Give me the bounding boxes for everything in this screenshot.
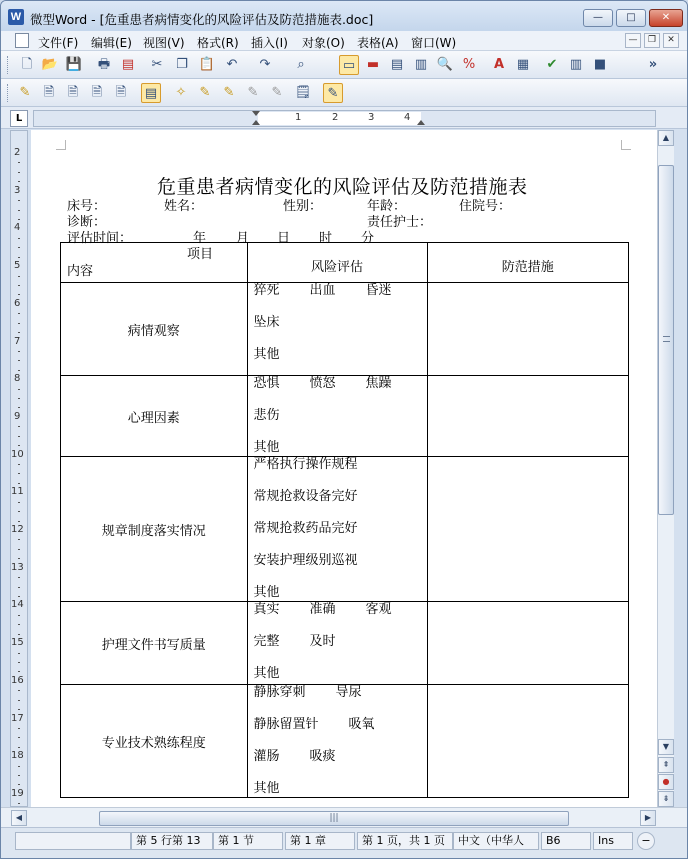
document-icon[interactable] bbox=[15, 33, 29, 48]
ruler-number: 4 bbox=[404, 112, 411, 123]
menu-bar bbox=[1, 31, 688, 51]
menu-window[interactable]: 窗口(W) bbox=[411, 36, 457, 50]
vertical-ruler-tick bbox=[18, 511, 20, 512]
risk-assessment-cell[interactable] bbox=[247, 685, 427, 798]
risk-option: 静脉穿刺 bbox=[253, 685, 306, 700]
window-title: 微型Word - [危重患者病情变化的风险评估及防范措施表.doc] bbox=[30, 12, 374, 27]
nurse-label: 责任护士： bbox=[367, 215, 433, 230]
minute-label: 分 bbox=[361, 231, 375, 246]
risk-option: 其他 bbox=[253, 781, 280, 796]
category-cell[interactable] bbox=[61, 685, 248, 798]
scroll-up-button[interactable]: ▲ bbox=[658, 130, 674, 146]
vertical-ruler-number: 6 bbox=[14, 297, 21, 309]
vertical-ruler-tick bbox=[18, 634, 20, 635]
risk-option: 其他 bbox=[253, 585, 280, 600]
doc-minimize-button[interactable]: — bbox=[625, 33, 641, 48]
toolbar-overflow-icon[interactable]: » bbox=[648, 57, 658, 72]
risk-line bbox=[248, 376, 427, 408]
admission-label: 住院号： bbox=[459, 199, 512, 214]
toolbar-grip[interactable] bbox=[7, 56, 10, 74]
document-page[interactable] bbox=[31, 130, 657, 807]
risk-option: 常规抢救药品完好 bbox=[253, 521, 358, 536]
month-label: 月 bbox=[236, 231, 250, 246]
risk-option: 客观 bbox=[365, 602, 392, 617]
measures-cell[interactable] bbox=[427, 376, 629, 457]
vertical-ruler-tick bbox=[18, 587, 20, 588]
copy-icon[interactable]: ❐ bbox=[176, 57, 188, 72]
cut-icon[interactable]: ✂ bbox=[151, 57, 163, 72]
vertical-ruler-tick bbox=[18, 596, 20, 597]
status-page: 第 1 页，共 1 页 bbox=[357, 832, 453, 850]
vertical-ruler-tick bbox=[18, 662, 20, 663]
left-indent-marker[interactable] bbox=[252, 120, 260, 125]
menu-format[interactable]: 格式(R) bbox=[197, 36, 239, 50]
risk-option: 其他 bbox=[253, 440, 280, 455]
vertical-ruler-tick bbox=[18, 803, 20, 804]
zoom-out-button[interactable]: − bbox=[637, 832, 655, 850]
vertical-ruler-tick bbox=[18, 690, 20, 691]
vertical-ruler-tick bbox=[18, 784, 20, 785]
vertical-ruler-tick bbox=[18, 181, 20, 182]
vertical-ruler-tick bbox=[18, 775, 20, 776]
category-label: 心理因素 bbox=[127, 410, 180, 426]
risk-option: 导尿 bbox=[335, 685, 362, 700]
category-label: 规章制度落实情况 bbox=[101, 523, 206, 539]
vertical-ruler-tick bbox=[18, 464, 20, 465]
vertical-ruler-tick bbox=[18, 700, 20, 701]
spellcheck-icon[interactable]: ✔ bbox=[546, 57, 558, 72]
print-icon[interactable]: 🖶 bbox=[97, 57, 111, 72]
table-row bbox=[61, 457, 629, 602]
horizontal-scroll-thumb[interactable]: ||| bbox=[99, 811, 569, 826]
risk-option: 常规抢救设备完好 bbox=[253, 489, 358, 504]
vertical-ruler-tick bbox=[18, 276, 20, 277]
find-icon[interactable]: ⌕ bbox=[297, 57, 305, 72]
risk-option: 猝死 bbox=[253, 283, 280, 298]
category-cell[interactable] bbox=[61, 283, 248, 376]
more-icon[interactable]: ■ bbox=[593, 57, 607, 72]
vertical-ruler-tick bbox=[18, 653, 20, 654]
minimize-button[interactable]: — bbox=[583, 9, 613, 27]
vertical-ruler-tick bbox=[18, 728, 20, 729]
menu-object[interactable]: 对象(O) bbox=[302, 36, 345, 50]
menu-insert[interactable]: 插入(I) bbox=[251, 36, 288, 50]
vertical-ruler-tick bbox=[18, 445, 20, 446]
risk-line bbox=[248, 283, 427, 315]
measures-cell[interactable] bbox=[427, 602, 629, 685]
vertical-ruler-tick bbox=[18, 247, 20, 248]
category-cell[interactable] bbox=[61, 457, 248, 602]
save-icon[interactable]: 💾 bbox=[65, 57, 83, 72]
vertical-ruler-tick bbox=[18, 332, 20, 333]
vertical-ruler-number: 4 bbox=[14, 222, 21, 234]
columns-icon[interactable]: ▥ bbox=[569, 57, 583, 72]
ruler-number: 3 bbox=[368, 112, 375, 123]
next-page-button[interactable]: ⇟ bbox=[658, 791, 674, 807]
vertical-ruler-tick bbox=[18, 624, 20, 625]
vertical-ruler-number: 11 bbox=[11, 486, 24, 498]
risk-option: 出血 bbox=[309, 283, 336, 298]
vertical-ruler-tick bbox=[18, 370, 20, 371]
risk-line bbox=[248, 347, 427, 363]
styles-icon[interactable]: ▦ bbox=[516, 57, 530, 72]
vertical-ruler-tick bbox=[18, 577, 20, 578]
accept-icon[interactable]: 🗎 bbox=[43, 85, 55, 100]
vertical-ruler-tick bbox=[18, 238, 20, 239]
header-item-label: 项目 bbox=[187, 247, 214, 262]
category-cell[interactable] bbox=[61, 376, 248, 457]
vertical-ruler-tick bbox=[18, 360, 20, 361]
measures-cell[interactable] bbox=[427, 685, 629, 798]
ruler-bar bbox=[1, 107, 688, 129]
risk-line bbox=[248, 315, 427, 347]
menu-view[interactable]: 视图(V) bbox=[143, 36, 185, 50]
vertical-ruler-tick bbox=[18, 323, 20, 324]
risk-table bbox=[60, 242, 629, 798]
risk-line bbox=[248, 685, 427, 717]
vertical-ruler-tick bbox=[18, 473, 20, 474]
risk-option: 其他 bbox=[253, 666, 280, 681]
redo-icon[interactable]: ↷ bbox=[259, 57, 271, 72]
vertical-ruler-tick bbox=[18, 766, 20, 767]
category-label: 病情观察 bbox=[127, 323, 180, 339]
vertical-ruler-number: 18 bbox=[11, 750, 24, 762]
day-label: 日 bbox=[277, 231, 291, 246]
vertical-ruler-number: 5 bbox=[14, 260, 21, 272]
standard-toolbar bbox=[1, 51, 688, 79]
risk-option: 坠床 bbox=[253, 315, 280, 330]
status-bar bbox=[1, 827, 688, 859]
status-blank bbox=[15, 832, 131, 850]
risk-option: 愤怒 bbox=[309, 376, 336, 391]
risk-option: 吸氧 bbox=[348, 717, 375, 732]
header-risk-cell[interactable] bbox=[247, 243, 427, 283]
risk-line bbox=[248, 602, 427, 634]
year-label: 年 bbox=[193, 231, 207, 246]
word-app-icon[interactable]: W bbox=[8, 9, 24, 25]
risk-option: 焦躁 bbox=[365, 376, 392, 391]
prev-change-icon[interactable]: 🗎 bbox=[91, 85, 103, 100]
marker-3-icon[interactable]: ✎ bbox=[247, 85, 259, 100]
vertical-ruler-tick bbox=[18, 615, 20, 616]
menu-file[interactable]: 文件(F) bbox=[38, 36, 79, 50]
vertical-ruler-tick bbox=[18, 539, 20, 540]
review-pane-icon[interactable]: ▤ bbox=[141, 83, 161, 103]
vertical-ruler-tick bbox=[18, 210, 20, 211]
open-icon[interactable]: 📂 bbox=[41, 57, 59, 72]
vertical-ruler-tick bbox=[18, 671, 20, 672]
age-label: 年龄： bbox=[367, 199, 407, 214]
vertical-ruler-tick bbox=[18, 200, 20, 201]
doc-restore-button[interactable]: ❐ bbox=[644, 33, 660, 48]
hour-label: 时 bbox=[319, 231, 333, 246]
vertical-ruler-tick bbox=[18, 483, 20, 484]
status-language[interactable]: 中文（中华人 bbox=[453, 832, 539, 850]
previous-page-button[interactable]: ⇞ bbox=[658, 757, 674, 773]
marker-1-icon[interactable]: ✎ bbox=[199, 85, 211, 100]
bed-label: 床号： bbox=[67, 199, 107, 214]
risk-line bbox=[248, 457, 427, 489]
gender-label: 性别： bbox=[283, 199, 323, 214]
vertical-ruler-number: 8 bbox=[14, 373, 21, 385]
scroll-down-button[interactable]: ▼ bbox=[658, 739, 674, 755]
risk-option: 完整 bbox=[253, 634, 280, 649]
table-row bbox=[61, 685, 629, 798]
scroll-thumb-grip bbox=[663, 336, 670, 342]
page-view-icon[interactable]: ▭ bbox=[339, 55, 359, 75]
marker-4-icon[interactable]: ✎ bbox=[271, 85, 283, 100]
web-view-icon[interactable]: ▬ bbox=[366, 57, 380, 72]
toolbar-grip[interactable] bbox=[7, 84, 10, 102]
vertical-ruler-tick bbox=[18, 436, 20, 437]
close-button[interactable]: ✕ bbox=[649, 9, 683, 27]
risk-assessment-cell[interactable] bbox=[247, 457, 427, 602]
risk-line bbox=[248, 749, 427, 781]
category-label: 专业技术熟练程度 bbox=[101, 735, 206, 751]
vertical-ruler-number: 7 bbox=[14, 335, 21, 347]
risk-assessment-cell[interactable] bbox=[247, 376, 427, 457]
vertical-ruler-tick bbox=[18, 294, 20, 295]
vertical-scrollbar[interactable] bbox=[657, 130, 674, 807]
vertical-ruler-tick bbox=[18, 257, 20, 258]
menu-edit[interactable]: 编辑(E) bbox=[91, 36, 132, 50]
risk-option: 及时 bbox=[309, 634, 336, 649]
table-header-row bbox=[61, 243, 629, 283]
risk-option: 真实 bbox=[253, 602, 280, 617]
document-title: 危重患者病情变化的风险评估及防范措施表 bbox=[157, 176, 528, 198]
name-label: 姓名： bbox=[164, 199, 204, 214]
vertical-ruler-tick bbox=[18, 521, 20, 522]
risk-option: 昏迷 bbox=[365, 283, 392, 298]
tab-selector[interactable]: L bbox=[10, 110, 28, 127]
vertical-ruler-tick bbox=[18, 737, 20, 738]
next-change-icon[interactable]: 🗎 bbox=[115, 85, 127, 100]
risk-line bbox=[248, 634, 427, 666]
vertical-ruler-number: 16 bbox=[11, 674, 24, 686]
risk-assessment-cell[interactable] bbox=[247, 283, 427, 376]
ruler-number: 2 bbox=[332, 112, 339, 123]
header-risk-label: 风险评估 bbox=[311, 260, 364, 275]
risk-line bbox=[248, 585, 427, 601]
header-measures-label: 防范措施 bbox=[501, 260, 554, 275]
category-label: 护理文件书写质量 bbox=[101, 637, 206, 653]
vertical-ruler-number: 19 bbox=[11, 787, 24, 799]
header-measures-cell[interactable] bbox=[427, 243, 629, 283]
review-toolbar bbox=[1, 79, 688, 107]
vertical-ruler-number: 2 bbox=[14, 147, 21, 158]
risk-option: 其他 bbox=[253, 347, 280, 362]
edit-pen-icon[interactable]: ✎ bbox=[323, 83, 343, 103]
risk-line bbox=[248, 553, 427, 585]
vertical-scroll-thumb[interactable] bbox=[658, 165, 674, 515]
status-chapter: 第 1 章 bbox=[285, 832, 355, 850]
risk-line bbox=[248, 717, 427, 749]
vertical-ruler-tick bbox=[18, 351, 20, 352]
risk-option: 悲伤 bbox=[253, 408, 280, 423]
status-section: 第 1 节 bbox=[213, 832, 283, 850]
measures-cell[interactable] bbox=[427, 457, 629, 602]
vertical-ruler-number: 10 bbox=[11, 448, 24, 460]
vertical-ruler-number: 9 bbox=[14, 410, 21, 422]
time-label: 评估时间： bbox=[67, 231, 133, 246]
risk-option: 严格执行操作规程 bbox=[253, 457, 358, 472]
table-row bbox=[61, 376, 629, 457]
pdf-icon[interactable]: ▤ bbox=[121, 57, 135, 72]
vertical-ruler-tick bbox=[18, 502, 20, 503]
vertical-ruler-tick bbox=[18, 549, 20, 550]
vertical-ruler-number: 3 bbox=[14, 184, 21, 196]
diagnosis-label: 诊断： bbox=[67, 215, 107, 230]
vertical-ruler-number: 15 bbox=[11, 637, 24, 649]
title-bar bbox=[1, 1, 688, 31]
risk-option: 安装护理级别巡视 bbox=[253, 553, 358, 568]
horizontal-ruler[interactable] bbox=[33, 110, 656, 127]
notes-icon[interactable]: 🗒 bbox=[294, 85, 312, 100]
risk-option: 准确 bbox=[309, 602, 336, 617]
vertical-ruler-number: 12 bbox=[11, 524, 24, 535]
vertical-ruler-tick bbox=[18, 313, 20, 314]
measures-cell[interactable] bbox=[427, 283, 629, 376]
menu-table[interactable]: 表格(A) bbox=[357, 36, 399, 50]
paste-icon[interactable]: 📋 bbox=[198, 57, 216, 72]
vertical-ruler-tick bbox=[18, 219, 20, 220]
track-changes-icon[interactable]: ✎ bbox=[19, 85, 31, 100]
header-content-label: 内容 bbox=[67, 264, 94, 279]
zoom-icon[interactable]: 🔍 bbox=[436, 57, 454, 72]
browse-object-button[interactable]: ● bbox=[658, 774, 674, 790]
normal-view-icon[interactable]: ▥ bbox=[414, 57, 428, 72]
vertical-ruler-number: 14 bbox=[11, 599, 24, 611]
margin-corner bbox=[621, 140, 631, 150]
category-cell[interactable] bbox=[61, 602, 248, 685]
outline-view-icon[interactable]: ▤ bbox=[390, 57, 404, 72]
undo-icon[interactable]: ↶ bbox=[226, 57, 238, 72]
font-color-icon[interactable]: A bbox=[493, 57, 505, 72]
risk-option: 吸痰 bbox=[309, 749, 336, 764]
highlight-icon[interactable]: ✧ bbox=[175, 85, 187, 100]
risk-option: 灌肠 bbox=[253, 749, 280, 764]
first-line-indent-marker[interactable] bbox=[252, 111, 260, 116]
vertical-ruler-tick bbox=[18, 709, 20, 710]
zoom-percent-icon[interactable]: % bbox=[462, 57, 476, 72]
status-mode[interactable]: Ins bbox=[593, 832, 633, 850]
risk-line bbox=[248, 666, 427, 682]
ruler-number: 1 bbox=[295, 112, 302, 123]
vertical-ruler-tick bbox=[18, 285, 20, 286]
maximize-button[interactable]: □ bbox=[616, 9, 646, 27]
doc-close-button[interactable]: ✕ bbox=[663, 33, 679, 48]
scroll-left-button[interactable]: ◀ bbox=[11, 810, 27, 826]
vertical-ruler-tick bbox=[18, 162, 20, 163]
table-row bbox=[61, 283, 629, 376]
status-position: 第 5 行第 13 bbox=[131, 832, 213, 850]
right-indent-marker[interactable] bbox=[417, 120, 425, 125]
risk-line bbox=[248, 489, 427, 521]
ruler-text-area bbox=[258, 112, 421, 125]
risk-line bbox=[248, 440, 427, 456]
vertical-ruler-tick bbox=[18, 172, 20, 173]
vertical-ruler-tick bbox=[18, 426, 20, 427]
status-zoom: B6 bbox=[541, 832, 591, 850]
risk-option: 恐惧 bbox=[253, 376, 280, 391]
risk-line bbox=[248, 781, 427, 797]
vertical-ruler-tick bbox=[18, 558, 20, 559]
vertical-ruler-tick bbox=[18, 747, 20, 748]
marker-2-icon[interactable]: ✎ bbox=[223, 85, 235, 100]
vertical-ruler-tick bbox=[18, 407, 20, 408]
margin-corner bbox=[56, 140, 66, 150]
diagonal-header-cell[interactable] bbox=[61, 243, 248, 283]
vertical-ruler-number: 13 bbox=[11, 561, 24, 573]
risk-assessment-cell[interactable] bbox=[247, 602, 427, 685]
risk-line bbox=[248, 521, 427, 553]
vertical-ruler-tick bbox=[18, 398, 20, 399]
vertical-ruler-tick bbox=[18, 389, 20, 390]
new-icon[interactable]: 🗋 bbox=[21, 57, 33, 72]
vertical-ruler-number: 17 bbox=[11, 712, 24, 724]
horizontal-scrollbar[interactable] bbox=[1, 807, 688, 827]
risk-line bbox=[248, 408, 427, 440]
reject-icon[interactable]: 🗎 bbox=[67, 85, 79, 100]
vertical-ruler[interactable] bbox=[10, 130, 28, 807]
table-row bbox=[61, 602, 629, 685]
risk-option: 静脉留置针 bbox=[253, 717, 319, 732]
scroll-right-button[interactable]: ▶ bbox=[640, 810, 656, 826]
